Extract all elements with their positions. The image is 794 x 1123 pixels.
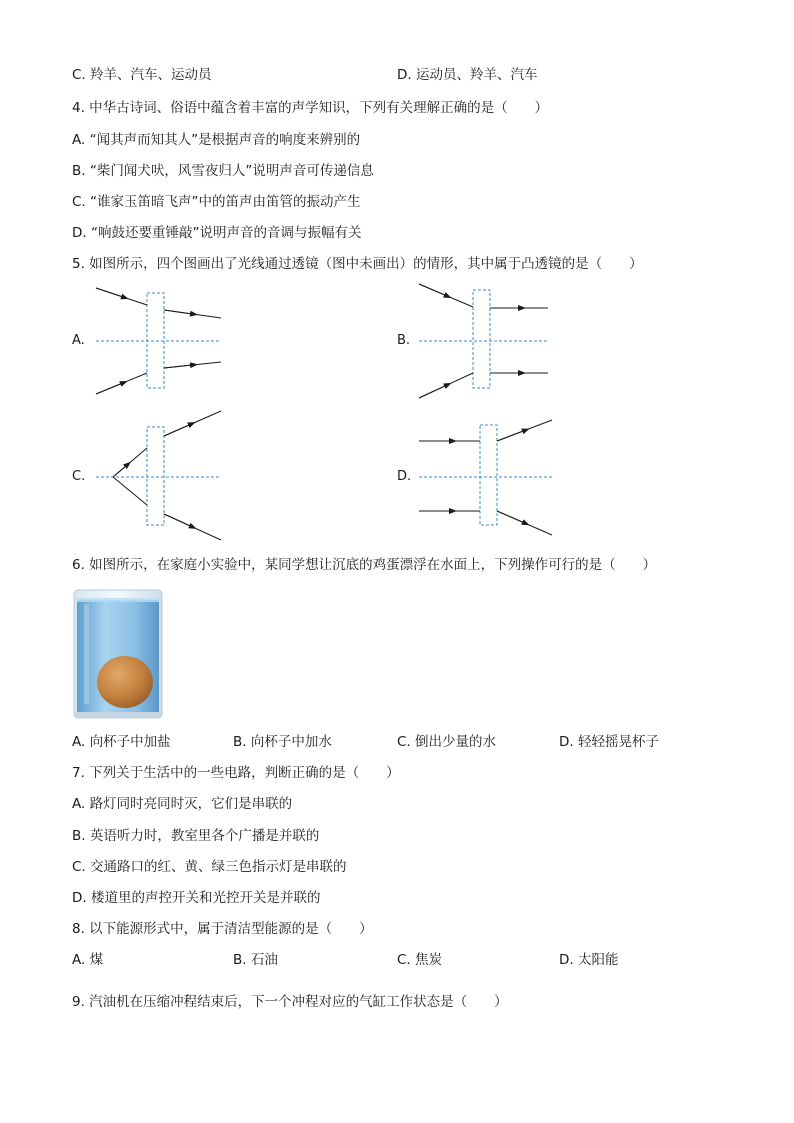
diagram-c <box>96 411 221 540</box>
q7-option-b: B. 英语听力时，教室里各个广播是并联的 <box>72 828 320 844</box>
q4-option-d: D. “响鼓还要重锤敲”说明声音的音调与振幅有关 <box>72 225 362 241</box>
q6-option-a: A. 向杯子中加盐 <box>72 734 171 750</box>
q7-option-a: A. 路灯同时亮同时灭，它们是串联的 <box>72 796 293 812</box>
egg <box>97 656 153 708</box>
q4-option-c: C. “谁家玉笛暗飞声”中的笛声由笛管的振动产生 <box>72 194 361 210</box>
q3-option-c: C. 羚羊、汽车、运动员 <box>72 67 212 83</box>
q6-stem: 6. 如图所示，在家庭小实验中，某同学想让沉底的鸡蛋漂浮在水面上，下列操作可行的是（ ） <box>72 557 657 573</box>
q4-option-b: B. “柴门闻犬吠，风雪夜归人”说明声音可传递信息 <box>72 163 374 179</box>
q8-option-c: C. 焦炭 <box>397 952 443 968</box>
beaker-egg-illustration <box>72 588 164 720</box>
q4-option-a: A. “闻其声而知其人”是根据声音的响度来辨别的 <box>72 132 361 148</box>
diagram-a <box>96 288 221 394</box>
q8-option-a: A. 煤 <box>72 952 104 968</box>
diagram-d <box>419 420 552 535</box>
q8-stem: 8. 以下能源形式中，属于清洁型能源的是（ ） <box>72 921 373 937</box>
q6-option-b: B. 向杯子中加水 <box>233 734 332 750</box>
q8-option-b: B. 石油 <box>233 952 278 968</box>
diagram-b <box>419 284 548 398</box>
q5-label-c: C. <box>72 469 86 484</box>
q5-label-b: B. <box>397 333 411 348</box>
q5-label-a: A. <box>72 333 85 348</box>
q5-label-d: D. <box>397 469 412 484</box>
q8-option-d: D. 太阳能 <box>559 952 619 968</box>
q6-option-d: D. 轻轻摇晃杯子 <box>559 734 659 750</box>
q9-stem: 9. 汽油机在压缩冲程结束后，下一个冲程对应的气缸工作状态是（ ） <box>72 994 508 1010</box>
q7-stem: 7. 下列关于生活中的一些电路，判断正确的是（ ） <box>72 765 400 781</box>
q3-option-d: D. 运动员、羚羊、汽车 <box>397 67 538 83</box>
q7-option-d: D. 楼道里的声控开关和光控开关是并联的 <box>72 890 321 906</box>
q5-stem: 5. 如图所示，四个图画出了光线通过透镜（图中未画出）的情形，其中属于凸透镜的是（ ） <box>72 256 643 272</box>
q6-option-c: C. 倒出少量的水 <box>397 734 497 750</box>
q7-option-c: C. 交通路口的红、黄、绿三色指示灯是串联的 <box>72 859 347 875</box>
q4-stem: 4. 中华古诗词、俗语中蕴含着丰富的声学知识，下列有关理解正确的是（ ） <box>72 100 549 116</box>
